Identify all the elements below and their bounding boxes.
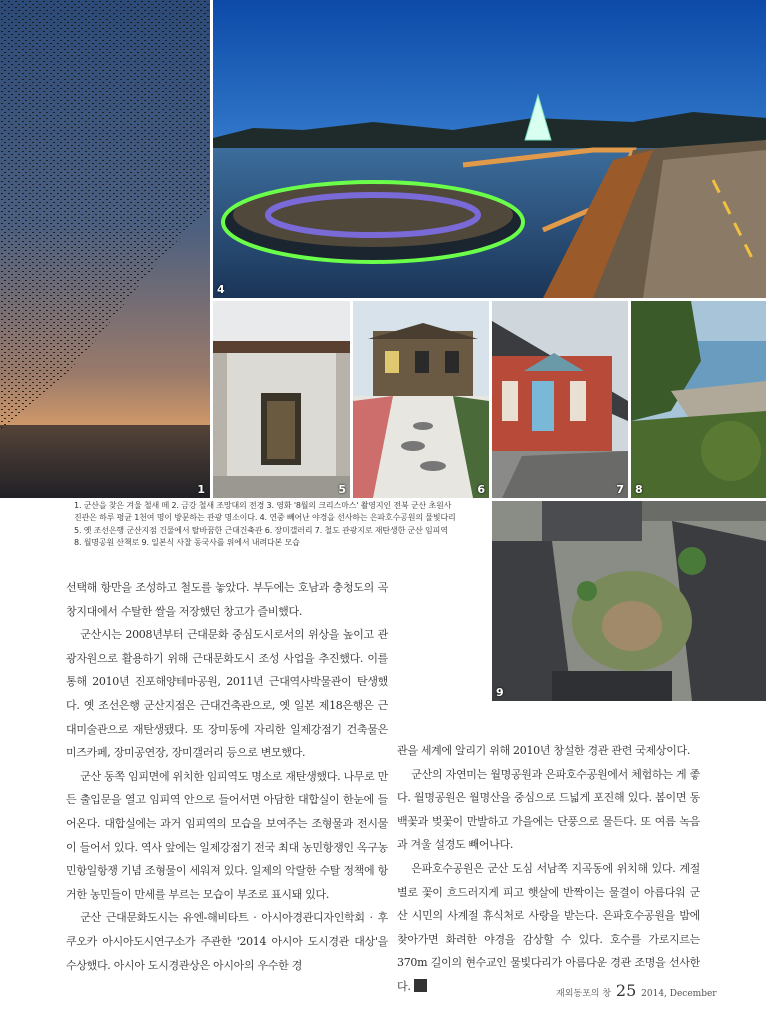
photo-captions: [74, 500, 486, 549]
paragraph: 은파호수공원은 군산 도심 서남쪽 지곡동에 위치해 있다. 계절별로 꽃이 흐드러지게 피고 햇살에 반짝이는 물결이 아름다워 군산 시민의 사계절 휴식처로 사랑을 받는다. 은파호수공원을 밤에 찾아가면 화려한 야경을 감상할 수 있다. 호수를 가로지르는 370m 길이의 현수교인 물빛다리가 아름다운 경관 조명을 선사한다.: [397, 861, 700, 993]
photo-modern-architecture-hall: [213, 301, 350, 498]
photo-number-4: 4: [217, 283, 225, 296]
caption-line: 5. 옛 조선은행 군산지점 건물에서 탈바꿈한 근대건축관 6. 장미갤러리 7. 철도 관광지로 재탄생한 군산 임피역: [74, 525, 448, 535]
magazine-name: 재외동포의 창: [556, 989, 612, 999]
paragraph: 군산 동쪽 임피면에 위치한 임피역도 명소로 재탄생했다. 나무로 만든 출입문을 열고 임피역 안으로 들어서면 아담한 대합실이 한눈에 들어온다. 대합실에는 과거 임피역의 모습을 보여주는 조형물과 전시물이 들어서 있다. 역사 앞에는 일제강점기 전국 최대 농민항쟁인 옥구농민항일항쟁 기념 조형물이 세워져 있다. 일제의 악랄한 수탈 정책에 항거한 농민들이 만세를 부르는 모습이 부조로 표시돼 있다.: [66, 769, 388, 901]
end-mark-icon: [414, 979, 427, 992]
photo-wolmyeong-park-trail: [631, 301, 766, 498]
page-footer: [556, 981, 717, 1000]
photo-migratory-birds: [0, 0, 210, 498]
paragraph: 군산 근대문화도시는 유엔-해비타트 · 아시아경관디자인학회 · 후쿠오카 아시아도시연구소가 주관한 '2014 아시아 도시경관 대상'을 수상했다. 아시아 도시경관상은 아시아의 우수한 경: [66, 911, 388, 972]
photo-rose-gallery: [353, 301, 489, 498]
photo-number-6: 6: [477, 483, 485, 496]
paragraph: 군산의 자연미는 월명공원과 은파호수공원에서 체험하는 게 좋다. 월명공원은 월명산을 중심으로 드넓게 포진해 있다. 봄이면 동백꽃과 벚꽃이 만발하고 가을에는 단풍으로 물든다. 또 여름 녹음과 겨울 설경도 빼어나다.: [397, 767, 700, 852]
paragraph: 관을 세계에 알리기 위해 2010년 창설한 경관 관련 국제상이다.: [397, 744, 691, 757]
photo-number-9: 9: [496, 686, 504, 699]
body-text-left-column: [66, 576, 388, 977]
photo-impi-station: [492, 301, 628, 498]
page-number: 25: [615, 981, 637, 1000]
photo-number-1: 1: [197, 483, 205, 496]
paragraph: 군산시는 2008년부터 근대문화 중심도시로서의 위상을 높이고 관광자원으로 활용하기 위해 근대문화도시 조성 사업을 추진했다. 이를 통해 2010년 진포해양테마공원, 2011년 근대역사박물관이 탄생했다. 옛 조선은행 군산지점은 근대건축관으로, 옛 일본 제18은행은 근대미술관으로 재탄생됐다. 또 장미동에 자리한 일제강점기 건축물은 미즈카페, 장미공연장, 장미갤러리 등으로 변모했다.: [66, 628, 388, 760]
photo-number-5: 5: [338, 483, 346, 496]
caption-line: 진관은 하루 평균 1천여 명이 방문하는 관광 명소이다. 4. 연중 빼어난 야경을 선사하는 은파호수공원의 물빛다리: [74, 513, 456, 523]
photo-number-7: 7: [616, 483, 624, 496]
issue-date: 2014, December: [641, 989, 717, 999]
caption-line: 1. 군산을 찾은 겨울 철새 떼 2. 금강 철새 조망대의 전경 3. 영화 '8월의 크리스마스' 촬영지인 전북 군산 초원사: [74, 501, 452, 510]
caption-line: 8. 월명공원 산책로 9. 일본식 사찰 동국사를 위에서 내려다본 모습: [74, 537, 300, 547]
photo-dongguk-temple-aerial: [492, 501, 766, 701]
paragraph: 선택해 항만을 조성하고 철도를 놓았다. 부두에는 호남과 충청도의 곡창지대에서 수탈한 쌀을 저장했던 창고가 즐비했다.: [66, 581, 388, 618]
photo-lake-bridge-night: [213, 0, 766, 298]
photo-number-8: 8: [635, 483, 643, 496]
body-text-right-column: [397, 739, 700, 999]
